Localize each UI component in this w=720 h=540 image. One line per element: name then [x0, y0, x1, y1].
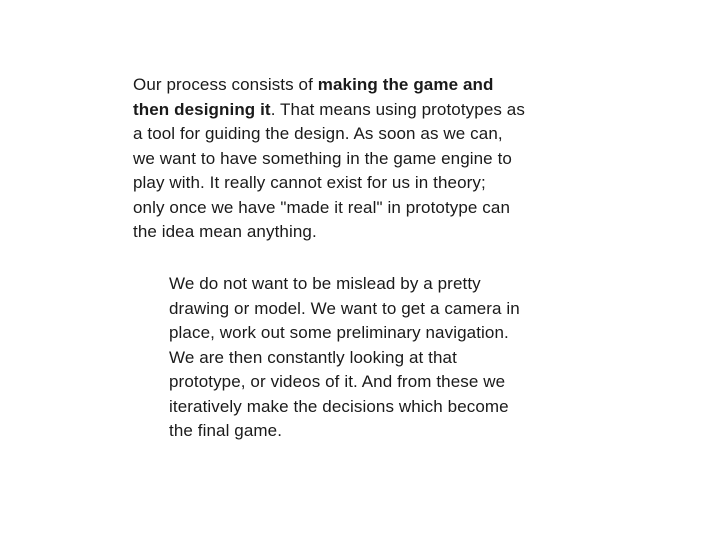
emphasis-text: then designing it [133, 99, 271, 119]
text-line: the idea mean anything. [133, 222, 317, 241]
text-line: drawing or model. We want to get a camera in [169, 298, 520, 318]
text-line [133, 98, 553, 123]
text-run: Our process consists of [133, 75, 318, 94]
text-line: we want to have something in the game engine to [133, 148, 512, 168]
text-line: a tool for guiding the design. As soon as we can, [133, 124, 503, 143]
text-line: play with. It really cannot exist for us in theory; [133, 173, 486, 192]
text-line: We do not want to be mislead by a pretty [169, 274, 481, 293]
text-line: only once we have "made it real" in prototype can [133, 197, 511, 217]
text-line: We are then constantly looking at that [169, 347, 457, 367]
text-line: prototype, or videos of it. And from these we [169, 372, 506, 391]
text-line [133, 73, 553, 98]
text-line: place, work out some preliminary navigation. [169, 323, 509, 342]
text-line: the final game. [169, 421, 283, 440]
text-line: iteratively make the decisions which become [169, 396, 509, 416]
text-run: . That means using prototypes as [270, 99, 525, 119]
emphasis-text: making the game and [317, 75, 494, 94]
paragraph-process [133, 73, 553, 245]
paragraph-prototype [169, 272, 569, 444]
